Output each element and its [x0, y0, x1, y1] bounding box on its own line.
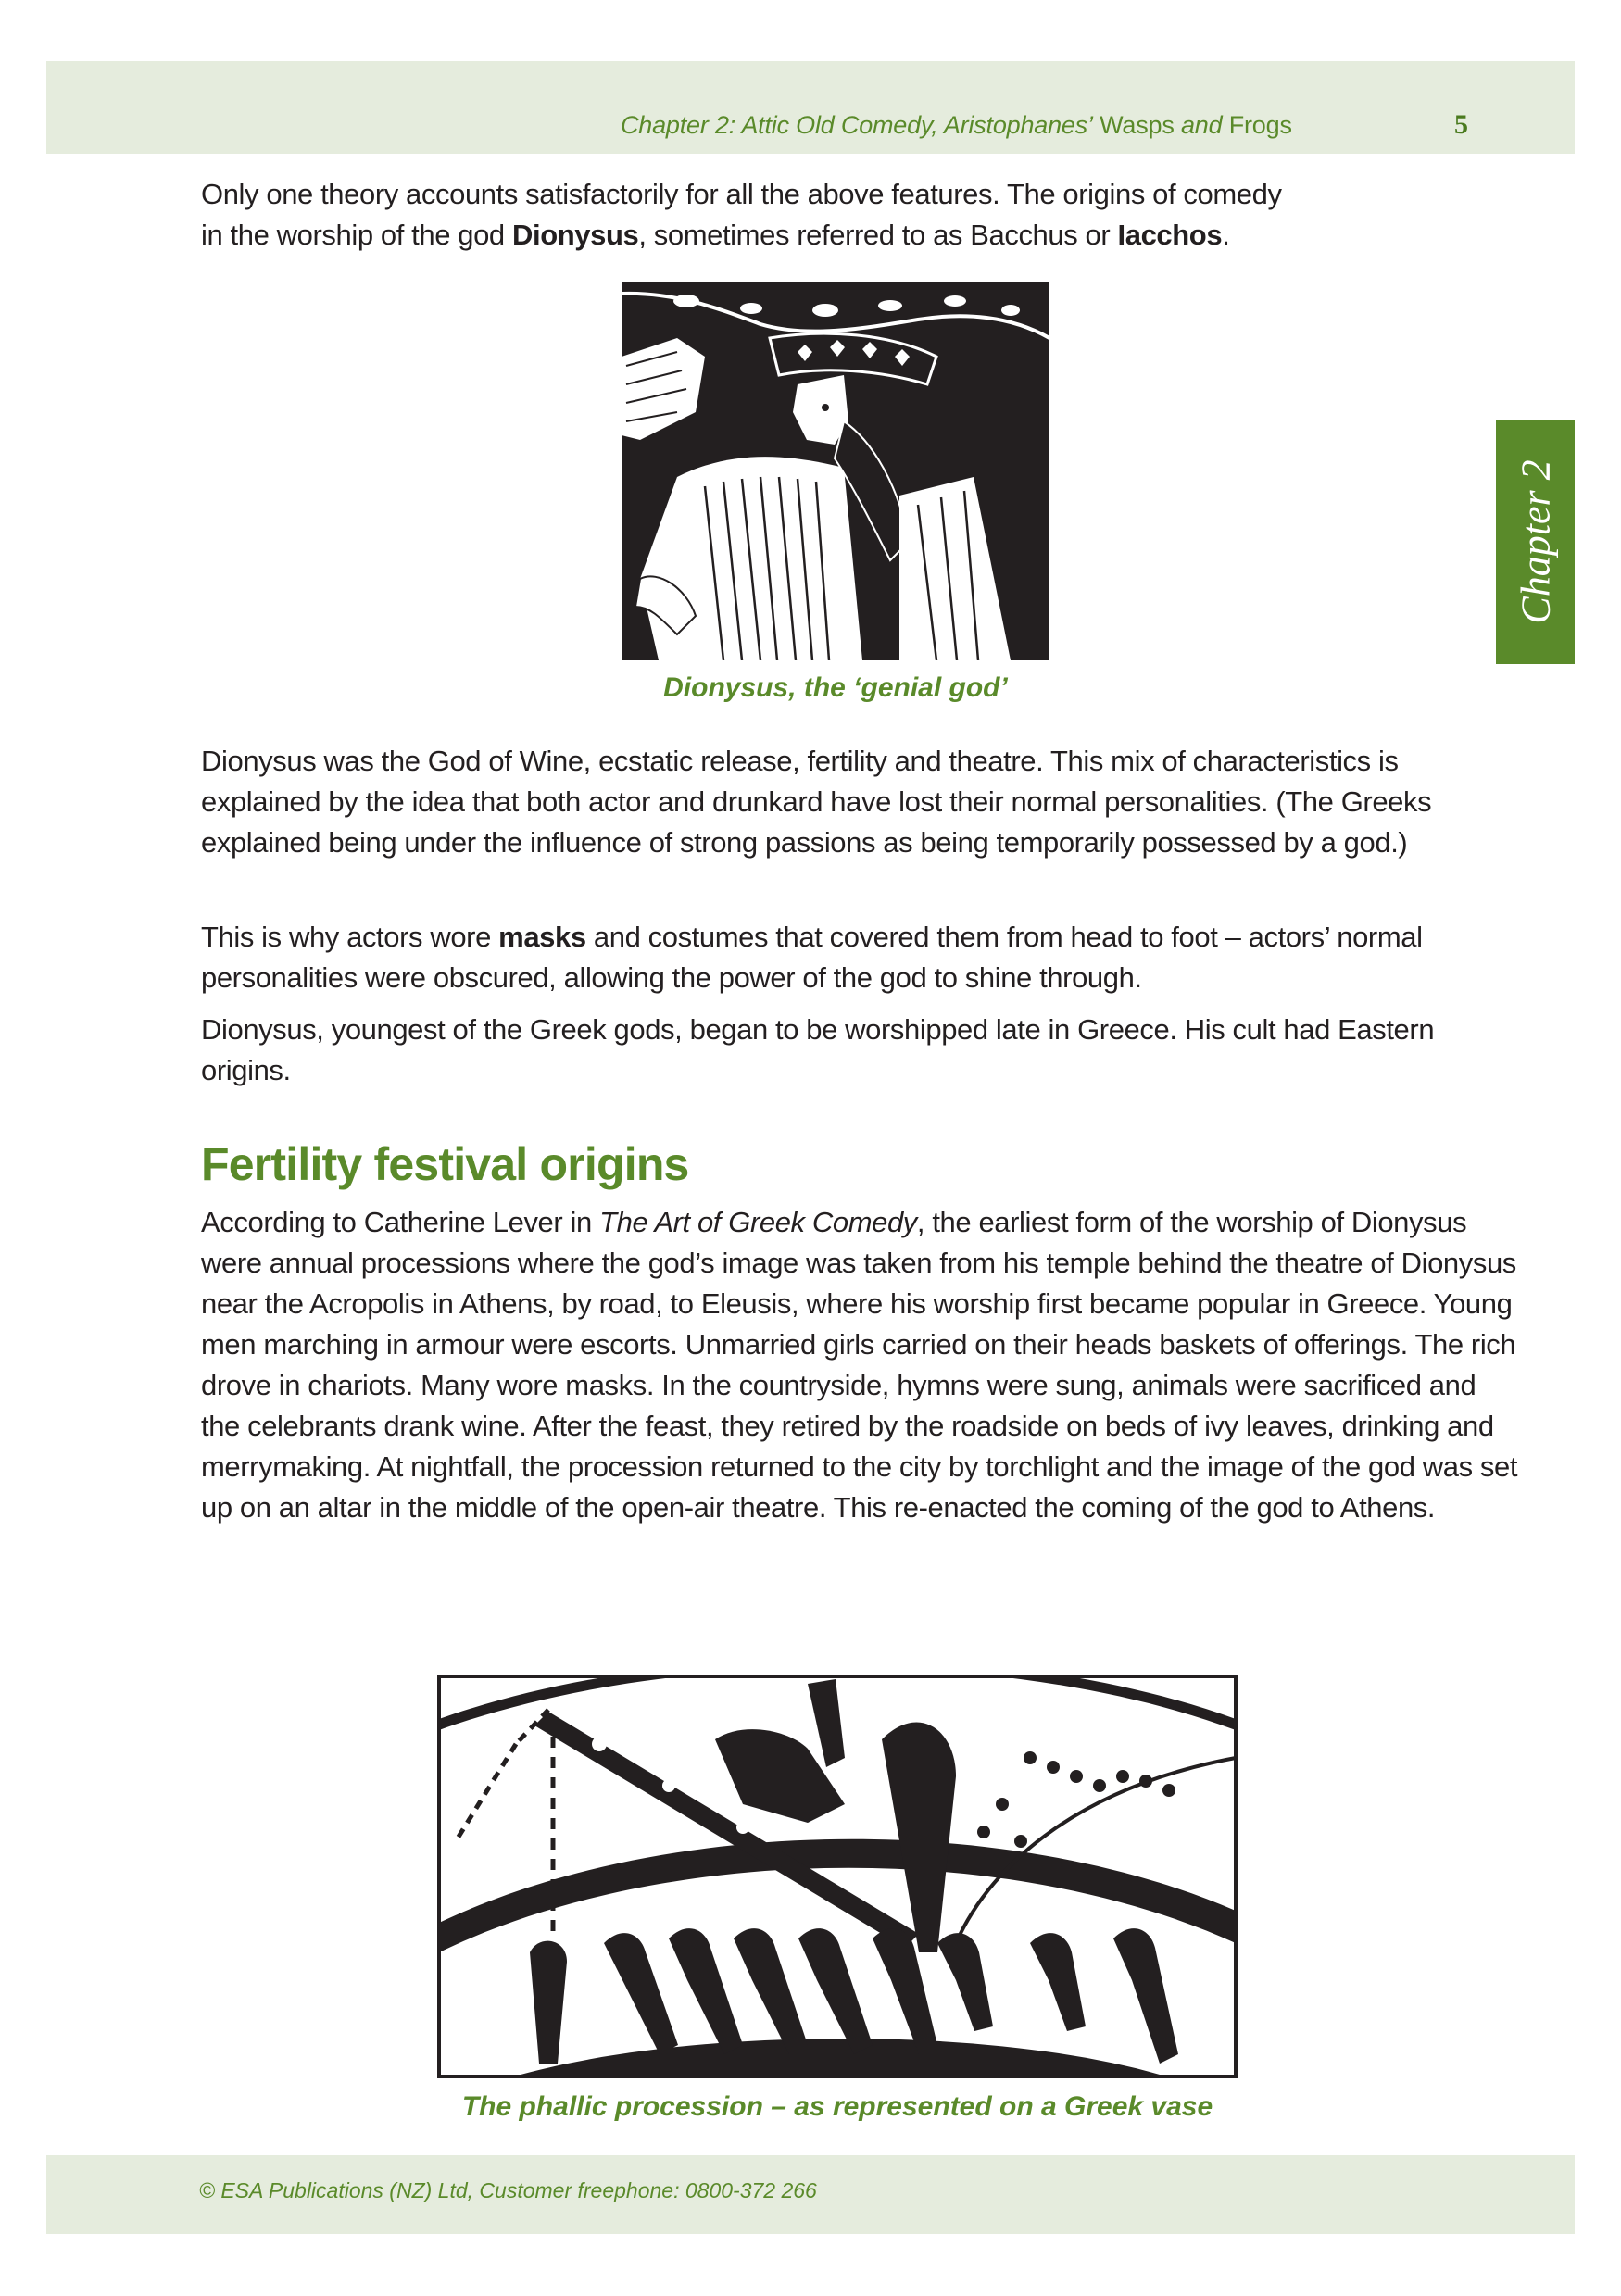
paragraph-text: , the earliest form of the worship of Dionysus were annual processions where the god’s image was taken from his temple behind the theatre of Dionysus near the Acropolis in Athens, by road, to Eleusis, where his worship first became popular in Greece. Young men marching in armour were escorts. Unmarried girls carried on their heads baskets of offerings. The rich drove in chariots. Many wore masks. In the countryside, hymns were sung, animals were sacrificed and the celebrants drank wine. After the feast, they retired by the roadside on beds of ivy leaves, drinking and merrymaking. At nightfall, the procession returned to the city by torchlight and the image of the god was set up on an altar in the middle of the open-air theatre. This re-enacted the coming of the god to Athens. — [201, 1206, 1518, 1524]
header-title-frogs: Frogs — [1222, 111, 1292, 139]
paragraph-fertility-festival — [201, 1202, 1521, 1528]
paragraph-text: According to Catherine Lever in — [201, 1206, 600, 1238]
running-header — [46, 61, 1575, 154]
figure-2-caption: The phallic procession – as represented on a Greek vase — [461, 2091, 1213, 2122]
dionysus-illustration — [622, 282, 1049, 660]
chapter-tab — [1496, 420, 1575, 664]
paragraph-masks — [201, 917, 1516, 998]
intro-text: in the worship of the god — [201, 219, 512, 251]
intro-paragraph — [201, 174, 1498, 256]
intro-text: . — [1222, 219, 1230, 251]
header-title-prefix: Chapter 2: Attic Old Comedy, Aristophanes’ — [621, 111, 1093, 139]
term-iacchos: Iacchos — [1117, 219, 1223, 251]
page-number: 5 — [1454, 109, 1468, 140]
dionysus-vase-drawing — [622, 282, 1049, 660]
procession-illustration — [437, 1675, 1238, 2078]
paragraph-dionysus-god-of-wine: Dionysus was the God of Wine, ecstatic release, fertility and theatre. This mix of characteristics is explained by the idea that both actor and drunkard have lost their normal personalities. (The Greeks explained being under the influence of strong passions as being temporarily possessed by a god.) — [201, 745, 1432, 859]
section-heading: Fertility festival origins — [201, 1138, 689, 1190]
running-header-title — [621, 111, 1292, 140]
procession-vase-drawing — [437, 1675, 1238, 2078]
term-dionysus: Dionysus — [512, 219, 639, 251]
header-title-and: and — [1180, 111, 1223, 139]
footer-copyright: © ESA Publications (NZ) Ltd, Customer freephone: 0800-372 266 — [199, 2178, 817, 2202]
book-title: The Art of Greek Comedy — [599, 1206, 917, 1238]
paragraph-text: and costumes that covered them from head to foot – actors’ normal personalities were obscured, allowing the power of the god to shine through. — [201, 921, 1423, 994]
paragraph-text: This is why actors wore — [201, 921, 499, 953]
intro-line-1: Only one theory accounts satisfactorily for all the above features. The origins of comedy — [201, 178, 1282, 210]
intro-text: , sometimes referred to as Bacchus or — [638, 219, 1118, 251]
paragraph-youngest-god: Dionysus, youngest of the Greek gods, began to be worshipped late in Greece. His cult had Eastern origins. — [201, 1013, 1435, 1086]
term-masks: masks — [498, 921, 586, 953]
header-title-wasps: Wasps — [1092, 111, 1181, 139]
figure-1-caption: Dionysus, the ‘genial god’ — [663, 672, 1008, 703]
chapter-tab-label: Chapter 2 — [1513, 459, 1558, 624]
